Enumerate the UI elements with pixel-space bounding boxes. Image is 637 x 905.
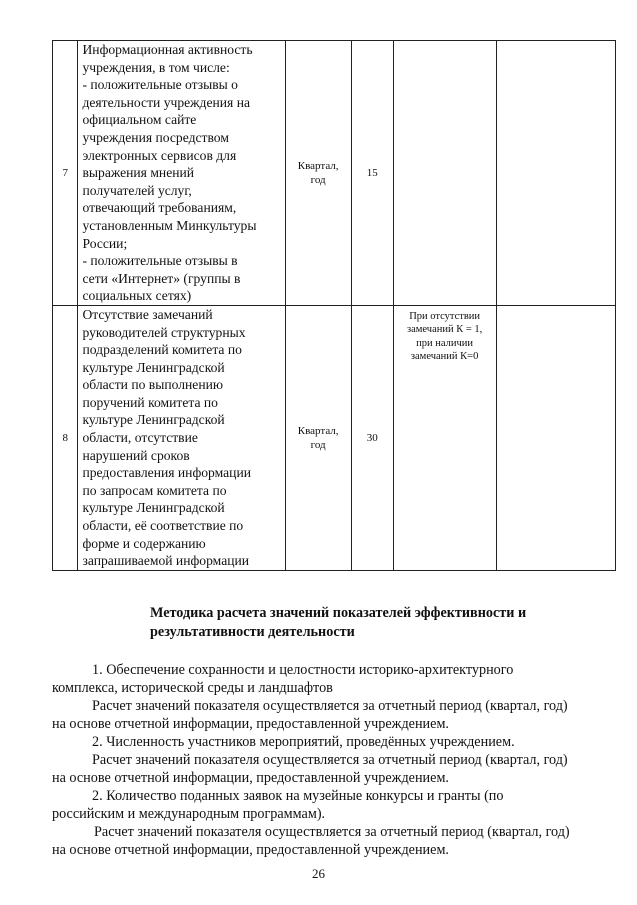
indicator-name-line: выражения мнений xyxy=(82,165,195,181)
empty-cell xyxy=(496,41,615,306)
indicator-name-line: социальных сетях) xyxy=(82,288,192,304)
indicator-name-line: форме и содержанию xyxy=(82,535,206,551)
score-cell: 30 xyxy=(351,305,393,570)
indicator-name-line: области, отсутствие xyxy=(82,430,198,446)
indicator-name-line: области по выполнению xyxy=(82,377,224,393)
indicator-name-line: России; xyxy=(82,235,128,251)
paragraph-5-line-2: российским и международным программам). xyxy=(52,806,326,822)
indicator-name-line: - положительные отзывы в xyxy=(82,253,238,269)
paragraph-2-line-1: Расчет значений показателя осуществляется за отчетный период (квартал, год) xyxy=(92,698,568,714)
indicator-name-line: культуре Ленинградской xyxy=(82,359,225,375)
table-row xyxy=(53,41,616,306)
indicator-name-line: установленным Минкультуры xyxy=(82,217,257,233)
indicator-name-line: запрашиваемой информации xyxy=(82,553,250,569)
indicator-name-line: - положительные отзывы о xyxy=(82,77,238,93)
section-title-line-1: Методика расчета значений показателей эффективности и xyxy=(150,605,527,621)
period-cell xyxy=(285,305,351,570)
indicator-name-line: деятельности учреждения на xyxy=(82,94,251,110)
indicator-name-line: культуре Ленинградской xyxy=(82,412,225,428)
paragraph-5-line-1: 2. Количество поданных заявок на музейные конкурсы и гранты (по xyxy=(92,788,504,804)
paragraph-3-line-1: 2. Численность участников мероприятий, проведённых учреждением. xyxy=(92,734,515,750)
paragraph-2-line-2: на основе отчетной информации, предоставленной учреждением. xyxy=(52,716,449,732)
indicator-name-line: сети «Интернет» (группы в xyxy=(82,270,241,286)
indicator-name-line: отвечающий требованиям, xyxy=(82,200,237,216)
empty-cell xyxy=(496,305,615,570)
table-row xyxy=(53,305,616,570)
paragraph-6-line-1: Расчет значений показателя осуществляется за отчетный период (квартал, год) xyxy=(94,824,570,840)
indicator-name-line: нарушений сроков xyxy=(82,447,190,463)
paragraph-4-line-1: Расчет значений показателя осуществляется за отчетный период (квартал, год) xyxy=(92,752,568,768)
page-number: 26 xyxy=(312,866,325,881)
indicator-name-line: учреждения посредством xyxy=(82,129,229,145)
note-cell xyxy=(393,305,496,570)
indicator-name-line: предоставления информации xyxy=(82,465,252,481)
row-number-cell: 8 xyxy=(53,305,78,570)
indicator-name-line: подразделений комитета по xyxy=(82,342,242,358)
indicator-name-line: области, её соответствие по xyxy=(82,518,244,534)
criteria-table-body xyxy=(53,41,616,571)
indicator-name-line: учреждения, в том числе: xyxy=(82,59,230,75)
paragraph-4-line-2: на основе отчетной информации, предоставленной учреждением. xyxy=(52,770,449,786)
period-text: Квартал, год xyxy=(297,424,339,451)
note-cell xyxy=(393,41,496,306)
note-text: При отсутствии замечаний К = 1, при наличии замечаний К=0 xyxy=(406,310,483,363)
indicator-name-line: получателей услуг, xyxy=(82,182,192,198)
section-title-line-2: результативности деятельности xyxy=(150,624,355,640)
indicator-name-line: по запросам комитета по xyxy=(82,482,227,498)
indicator-name-cell xyxy=(78,305,285,570)
paragraph-1-line-1: 1. Обеспечение сохранности и целостности историко-архитектурного xyxy=(92,662,514,678)
indicator-name-cell xyxy=(78,41,285,306)
paragraph-1-line-2: комплекса, исторической среды и ландшафтов xyxy=(52,680,333,696)
indicator-name-line: Информационная активность xyxy=(82,42,253,57)
period-text: Квартал, год xyxy=(297,159,339,186)
indicator-name-line: культуре Ленинградской xyxy=(82,500,225,516)
indicator-name-line: Отсутствие замечаний xyxy=(82,306,213,322)
section-title xyxy=(150,604,526,642)
score-cell: 15 xyxy=(351,41,393,306)
paragraph-6-line-2: на основе отчетной информации, предоставленной учреждением. xyxy=(52,842,449,858)
row-number-cell: 7 xyxy=(53,41,78,306)
criteria-table xyxy=(52,40,616,571)
indicator-name-line: электронных сервисов для xyxy=(82,147,237,163)
period-cell xyxy=(285,41,351,306)
indicator-name-line: руководителей структурных xyxy=(82,324,246,340)
indicator-name-line: официальном сайте xyxy=(82,112,197,128)
indicator-name-line: поручений комитета по xyxy=(82,394,218,410)
